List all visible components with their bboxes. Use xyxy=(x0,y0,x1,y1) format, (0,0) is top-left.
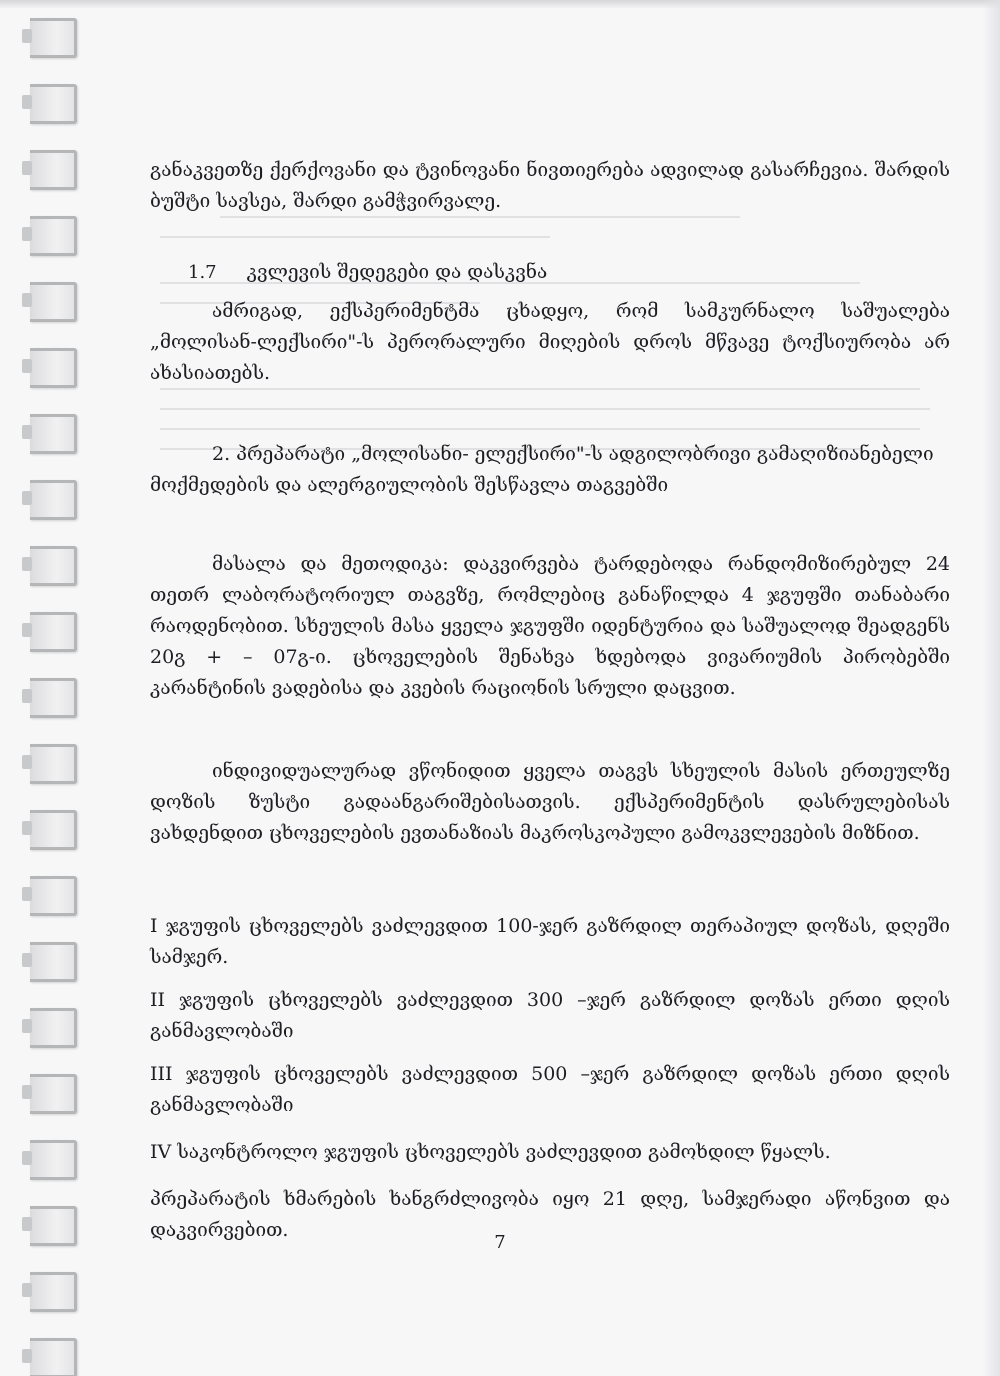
conclusion-paragraph: ამრიგად, ექსპერიმენტმა ცხადყო, რომ სამკურნალო საშუალება „მოლისან-ლექსირი"-ს პერორალური მიღების დროს მწვავე ტოქსიურობა არ ახასიათებს. xyxy=(150,300,950,384)
binding-ring xyxy=(30,18,77,58)
page-number: 7 xyxy=(494,1232,506,1253)
binding-ring xyxy=(30,744,77,784)
binding-ring xyxy=(30,1074,77,1114)
binding-ring xyxy=(30,414,77,454)
binding-ring xyxy=(30,216,77,256)
binding-ring xyxy=(30,1008,77,1048)
binding-ring xyxy=(30,84,77,124)
binding-ring xyxy=(30,546,77,586)
binding-ring xyxy=(30,1140,77,1180)
section-heading-2-line2: მოქმედების და ალერგიულობის შესწავლა თაგვებში xyxy=(150,474,669,496)
binding-ring xyxy=(30,1338,77,1376)
duration-paragraph: პრეპარატის ხმარების ხანგრძლივობა იყო 21 დღე, სამჯერადი აწონვით და დაკვირვებით. xyxy=(150,1188,950,1241)
binding-ring xyxy=(30,612,77,652)
section-number: 1.7 xyxy=(188,262,217,283)
intro-paragraph: განაკვეთზე ქერქოვანი და ტვინოვანი ნივთიერება ადვილად გასარჩევია. შარდის ბუშტი სავსეა, შარდი გამჭვირვალე. xyxy=(150,159,950,212)
document-body xyxy=(150,155,950,1246)
materials-paragraph: მასალა და მეთოდიკა: დაკვირვება ტარდებოდა რანდომიზირებულ 24 თეთრ ლაბორატორიულ თაგვზე, რომლებიც განაწილდა 4 ჯგუფში თანაბარი რაოდენობით. სხეულის მასა ყველა ჯგუფში იდენტურია და საშუალოდ შეადგენს 20გ + – 07გ-ი. ცხოველების შენახვა ხდებოდა ვივარიუმის პირობებში კარანტინის ვადებისა და კვების რაციონის სრული დაცვით. xyxy=(150,553,950,699)
binding-ring xyxy=(30,1272,77,1312)
group-3-paragraph: III ჯგუფის ცხოველებს ვაძლევდით 500 –ჯერ გაზრდილ დოზას ერთი დღის განმავლობაში xyxy=(150,1063,950,1116)
binding-ring xyxy=(30,348,77,388)
binding-ring xyxy=(30,150,77,190)
section-heading-2-line1: 2. პრეპარატი „მოლისანი- ელექსირი"-ს ადგილობრივი გამაღიზიანებელი xyxy=(212,443,934,465)
group-1-paragraph: I ჯგუფის ცხოველებს ვაძლევდით 100-ჯერ გაზრდილ თერაპიულ დოზას, დღეში სამჯერ. xyxy=(150,915,950,968)
binding-ring xyxy=(30,480,77,520)
binding-ring xyxy=(30,942,77,982)
section-heading-1-7 xyxy=(150,257,950,288)
binding-ring xyxy=(30,876,77,916)
binding-ring xyxy=(30,678,77,718)
page-right-shadow xyxy=(982,0,1000,1376)
section-title: კვლევის შედეგები და დასკვნა xyxy=(246,261,548,283)
spiral-binding xyxy=(22,18,92,1368)
page-top-edge xyxy=(0,0,1000,8)
group-4-paragraph: IV საკონტროლო ჯგუფის ცხოველებს ვაძლევდით გამოხდილ წყალს. xyxy=(150,1141,831,1163)
weighing-paragraph: ინდივიდუალურად ვწონიდით ყველა თაგვს სხეულის მასის ერთეულზე დოზის ზუსტი გადაანგარიშებისათვის. ექსპერიმენტის დასრულებისას ვახდენდით ცხოველების ევთანაზიას მაკროსკოპული გამოკვლევების მიზნით. xyxy=(150,760,950,844)
binding-ring xyxy=(30,282,77,322)
group-2-paragraph: II ჯგუფის ცხოველებს ვაძლევდით 300 –ჯერ გაზრდილ დოზას ერთი დღის განმავლობაში xyxy=(150,989,950,1042)
binding-ring xyxy=(30,810,77,850)
